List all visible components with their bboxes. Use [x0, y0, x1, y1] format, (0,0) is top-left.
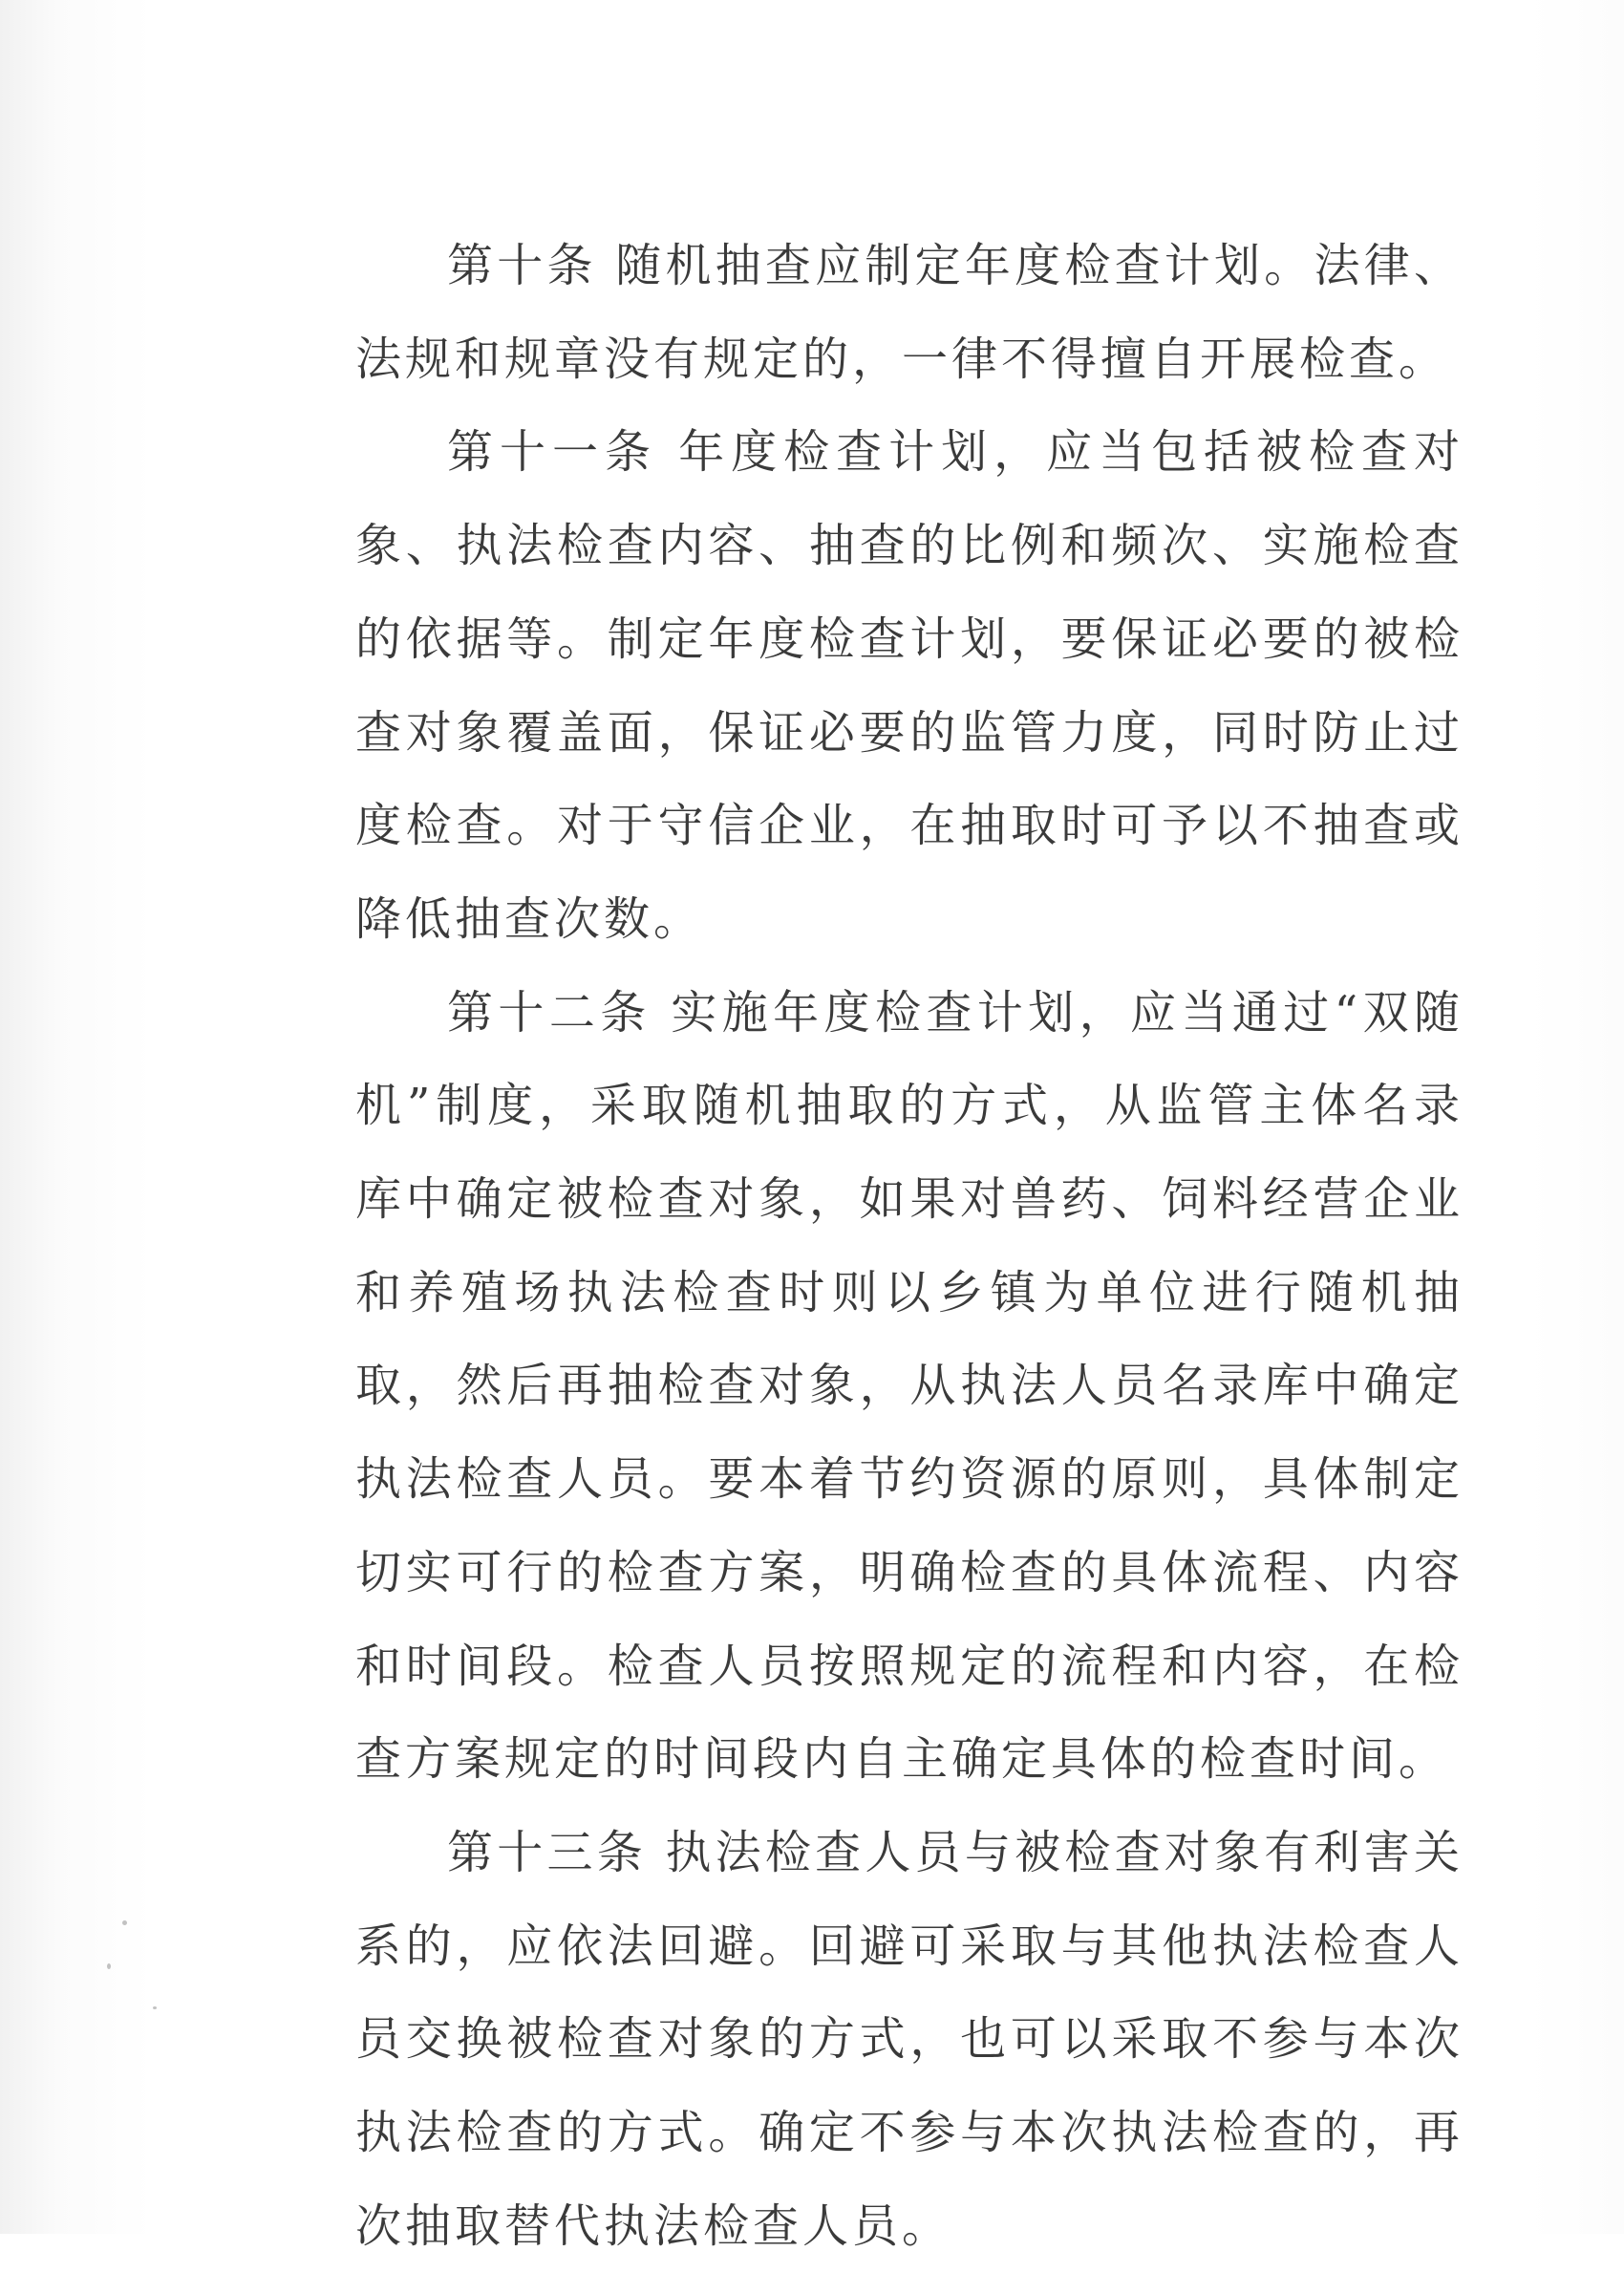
- scan-speck: [153, 2006, 157, 2009]
- article-12-paragraph: 第十二条 实施年度检查计划，应当通过“双随机”制度，采取随机抽取的方式，从监管主体名录库中确定被检查对象，如果对兽药、饲料经营企业和养殖场执法检查时则以乡镇为单位进行随机抽取，然后再抽检查对象，从执法人员名录库中确定执法检查人员。要本着节约资源的原则，具体制定切实可行的检查方案，明确检查的具体流程、内容和时间段。检查人员按照规定的流程和内容，在检查方案规定的时间段内自主确定具体的检查时间。: [355, 985, 1464, 1787]
- document-body: [355, 220, 1464, 2273]
- article-10-paragraph: 第十条 随机抽查应制定年度检查计划。法律、法规和规章没有规定的，一律不得擅自开展检查。: [355, 239, 1464, 386]
- article-11-paragraph: 第十一条 年度检查计划，应当包括被检查对象、执法检查内容、抽查的比例和频次、实施检查的依据等。制定年度检查计划，要保证必要的被检查对象覆盖面，保证必要的监管力度，同时防止过度检查。对于守信企业，在抽取时可予以不抽查或降低抽查次数。: [355, 425, 1464, 946]
- scan-speck: [107, 1963, 111, 1969]
- article-13-paragraph: 第十三条 执法检查人员与被检查对象有利害关系的，应依法回避。回避可采取与其他执法检查人员交换被检查对象的方式，也可以采取不参与本次执法检查的方式。确定不参与本次执法检查的，再次抽取替代执法检查人员。: [355, 1825, 1464, 2253]
- scan-speck: [122, 1920, 127, 1925]
